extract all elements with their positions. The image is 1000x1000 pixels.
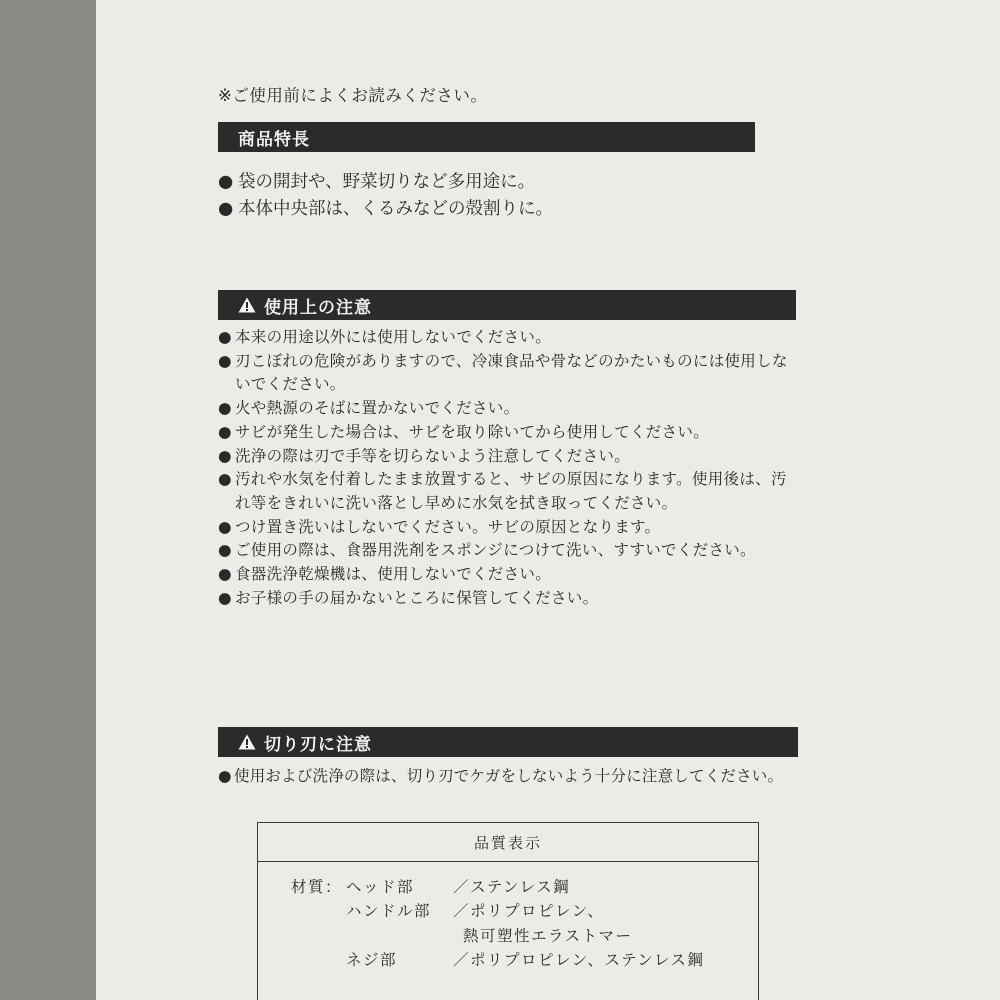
- warning-triangle-icon: [238, 734, 256, 750]
- list-item: [218, 326, 798, 350]
- features-header: [218, 122, 755, 152]
- material-label: 材質：: [291, 878, 343, 896]
- caution-text: 洗浄の際は刃で手等を切らないよう注意してください。: [235, 446, 631, 465]
- caution-text: つけ置き洗いはしないでください。サビの原因となります。: [235, 517, 661, 536]
- list-item: [218, 169, 778, 196]
- intro-note: ※ご使用前によくお読みください。: [218, 86, 488, 105]
- list-item: [218, 563, 798, 587]
- usage-cautions-header: [218, 290, 796, 320]
- caution-text: 汚れや水気を付着したまま放置すると、サビの原因になります。使用後は、汚れ等をきれいに洗い落とし早めに水気を拭き取ってください。: [235, 470, 787, 512]
- bullet: ●: [218, 588, 232, 607]
- features-list: [218, 169, 778, 223]
- list-item: [218, 421, 798, 445]
- quality-title: 品質表示: [258, 823, 758, 862]
- bullet: ●: [218, 470, 232, 489]
- caution-text: 使用および洗浄の際は、切り刃でケガをしないよう十分に注意してください。: [234, 767, 784, 785]
- bullet: ●: [218, 541, 232, 560]
- bullet: ●: [218, 422, 232, 441]
- list-item: [218, 516, 798, 540]
- list-item: [218, 539, 798, 563]
- caution-text: サビが発生した場合は、サビを取り除いてから使用してください。: [235, 422, 710, 441]
- bullet: ●: [218, 399, 232, 418]
- caution-text: 刃こぼれの危険がありますので、冷凍食品や骨などのかたいものには使用しないでください。: [235, 351, 788, 394]
- bullet: ●: [218, 172, 234, 192]
- list-item: [218, 445, 798, 469]
- caution-text: 火や熱源のそばに置かないでください。: [235, 399, 520, 418]
- handle-part-material: ／ポリプロピレン、: [453, 902, 605, 920]
- head-part-material: ／ステンレス鋼: [453, 878, 571, 896]
- list-item: [218, 764, 818, 788]
- quality-label-box: [257, 822, 759, 1000]
- bullet: ●: [218, 351, 232, 370]
- blade-caution-title: 切り刃に注意: [264, 734, 372, 755]
- caution-text: お子様の手の届かないところに保管してください。: [235, 588, 599, 607]
- features-title: 商品特長: [238, 129, 310, 150]
- usage-cautions-title: 使用上の注意: [264, 297, 372, 318]
- caution-text: 食器洗浄乾燥機は、使用しないでください。: [235, 565, 552, 584]
- warning-triangle-icon: [238, 297, 256, 313]
- feature-text: 本体中央部は、くるみなどの殻割りに。: [238, 199, 553, 219]
- bullet: ●: [218, 328, 232, 346]
- blade-caution-list: [218, 764, 818, 788]
- handle-part-material-cont: 熱可塑性エラストマー: [463, 927, 633, 945]
- list-item: [218, 397, 798, 421]
- list-item: [218, 350, 798, 397]
- feature-text: 袋の開封や、野菜切りなど多用途に。: [238, 172, 536, 192]
- caution-text: ご使用の際は、食器用洗剤をスポンジにつけて洗い、すすいでください。: [235, 541, 756, 560]
- head-part-label: ヘッド部: [346, 878, 415, 896]
- bullet: ●: [218, 199, 234, 219]
- screw-part-material: ／ポリプロピレン、ステンレス鋼: [453, 951, 705, 969]
- handle-part-label: ハンドル部: [346, 902, 432, 920]
- list-item: [218, 587, 798, 611]
- caution-text: 本来の用途以外には使用しないでください。: [235, 328, 552, 346]
- list-item: [218, 468, 798, 515]
- screw-part-label: ネジ部: [346, 951, 398, 969]
- list-item: [218, 196, 778, 223]
- blade-caution-header: [218, 727, 798, 757]
- bullet: ●: [218, 565, 232, 584]
- bullet: ●: [218, 767, 232, 785]
- bullet: ●: [218, 446, 232, 465]
- bullet: ●: [218, 517, 232, 536]
- usage-cautions-list: [218, 326, 798, 610]
